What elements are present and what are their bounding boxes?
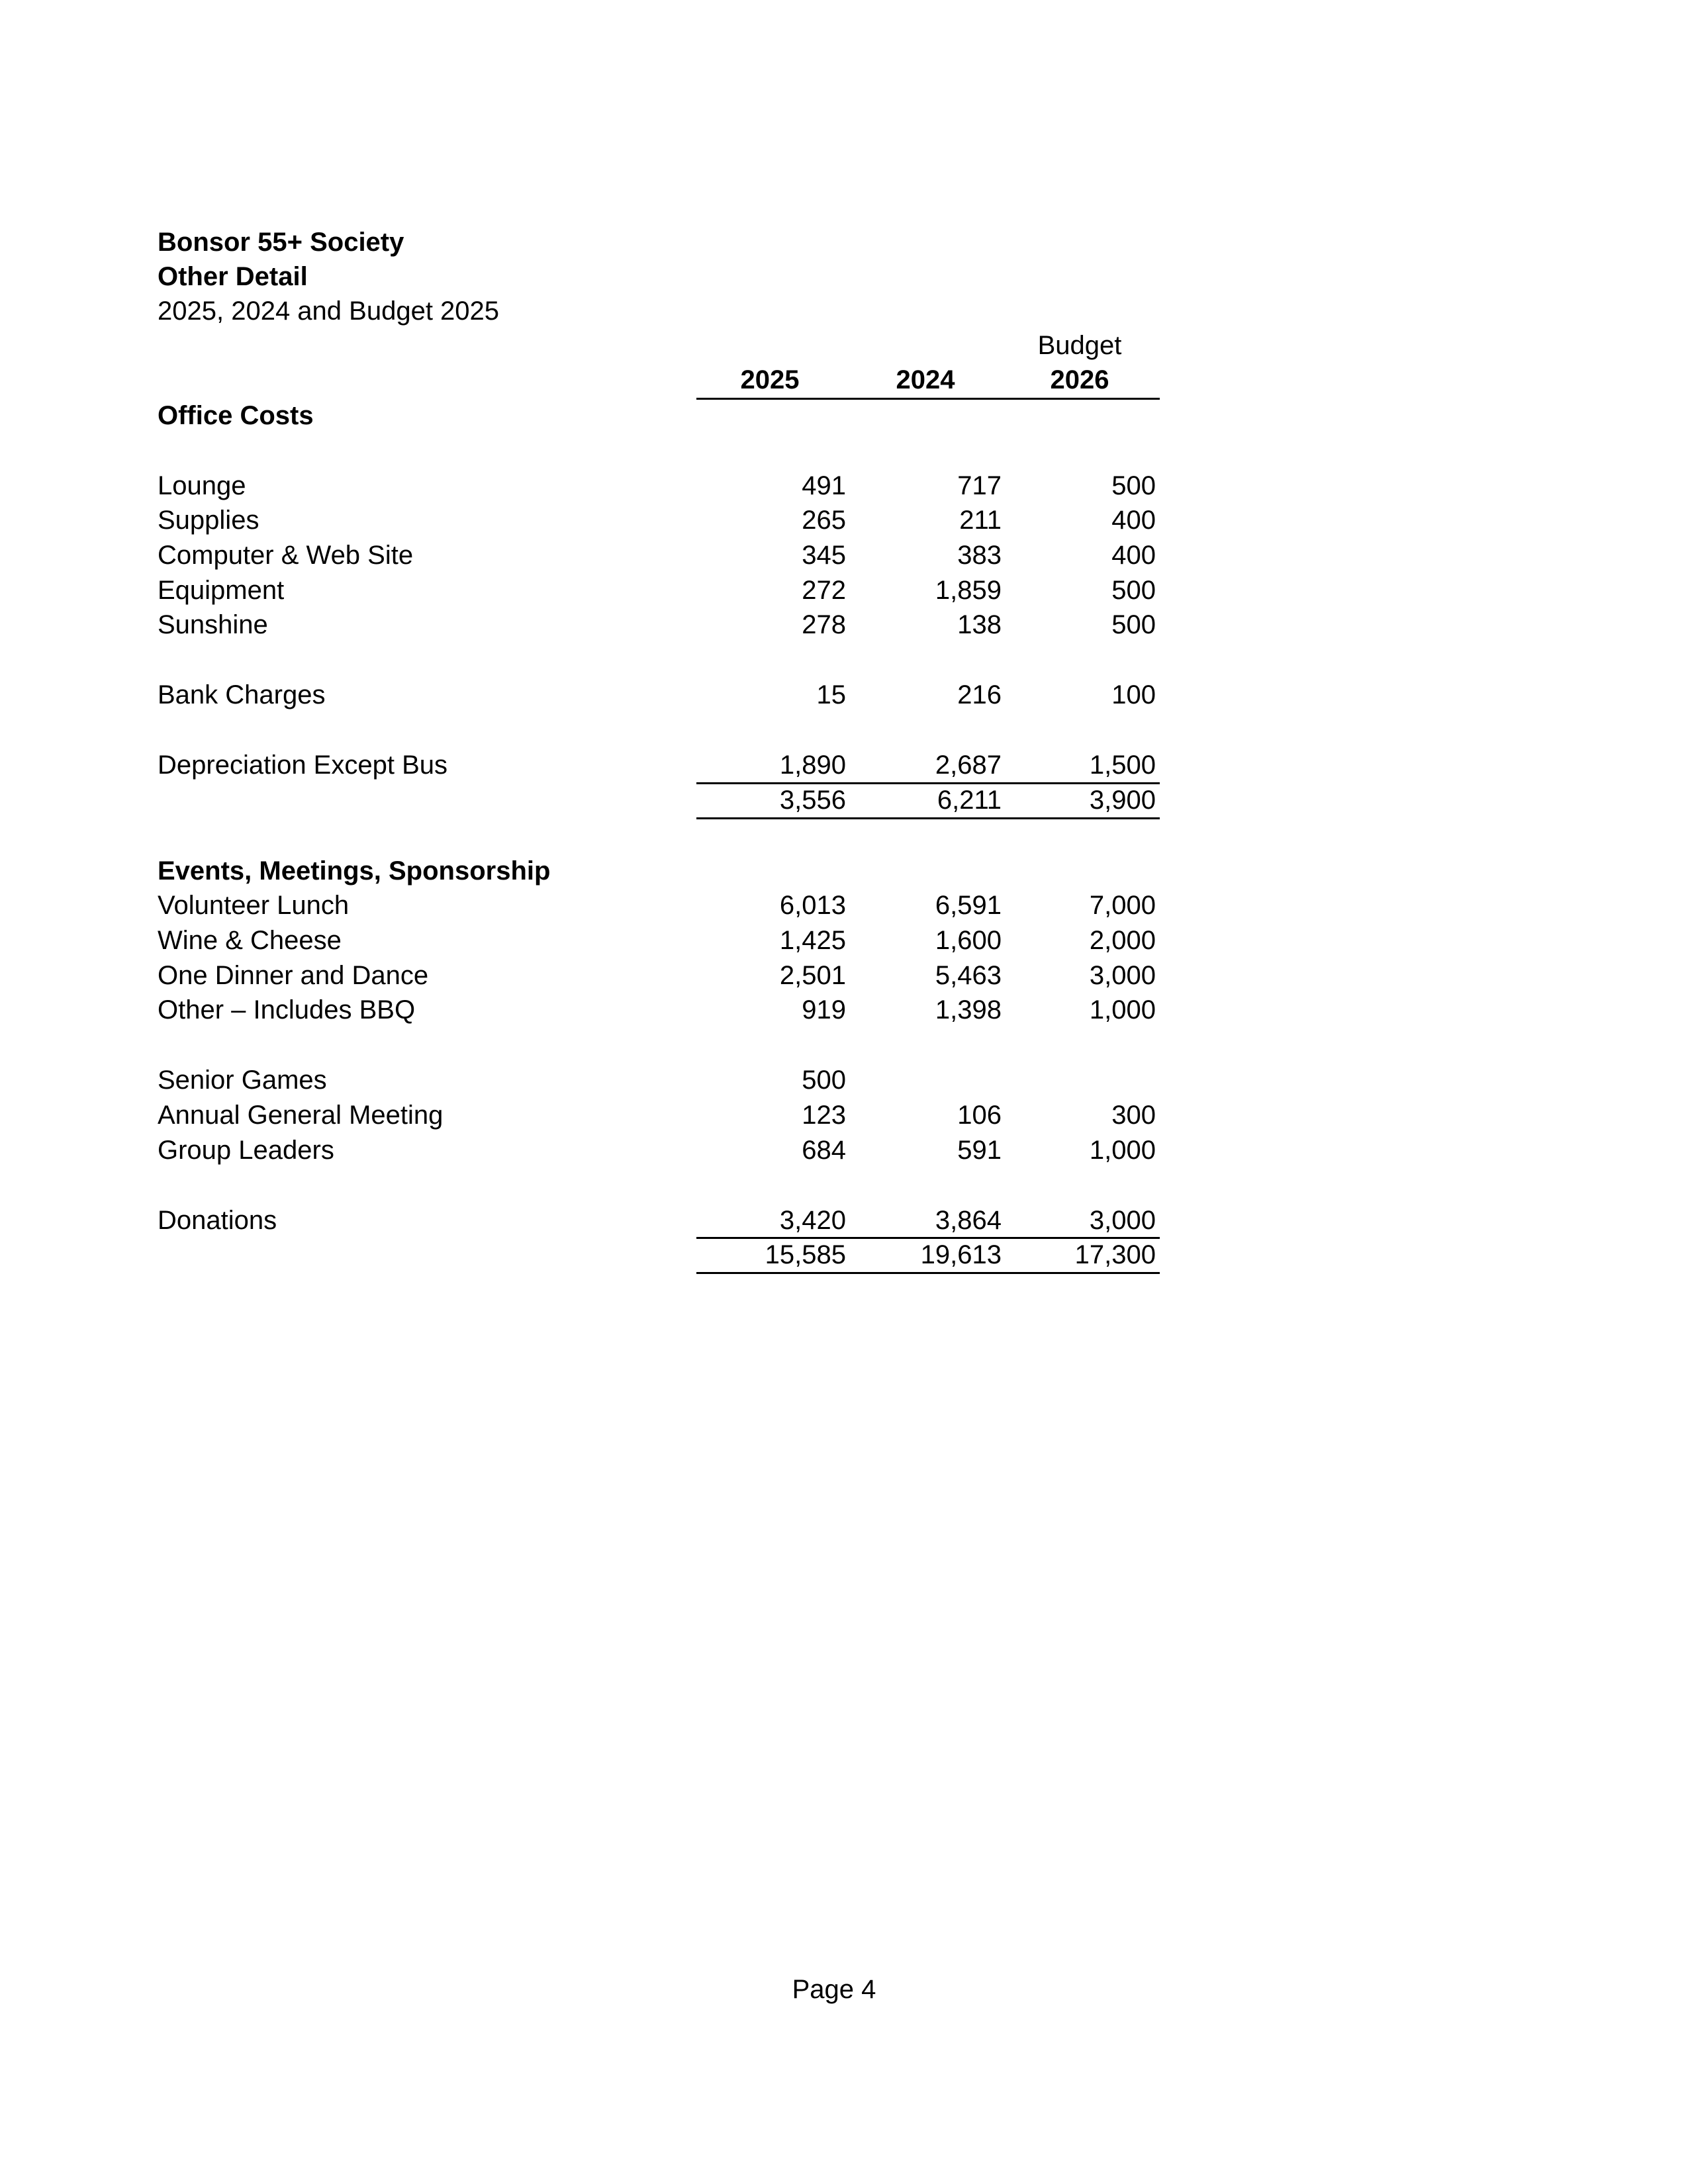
value-budget: 1,000 bbox=[1089, 1136, 1156, 1165]
value-budget: 400 bbox=[1111, 506, 1156, 535]
value-2025: 500 bbox=[802, 1066, 846, 1095]
row-label: Bank Charges bbox=[158, 680, 326, 709]
row-label: Senior Games bbox=[158, 1066, 327, 1095]
row-label: One Dinner and Dance bbox=[158, 961, 429, 990]
total-2025: 15,585 bbox=[765, 1240, 846, 1269]
value-2025: 15 bbox=[816, 680, 846, 709]
report-title: Other Detail bbox=[158, 262, 308, 291]
value-2024: 216 bbox=[957, 680, 1002, 709]
value-2024: 1,859 bbox=[935, 576, 1002, 605]
value-2025: 3,420 bbox=[779, 1206, 846, 1235]
value-2024: 6,591 bbox=[935, 891, 1002, 920]
value-budget: 3,000 bbox=[1089, 1206, 1156, 1235]
value-2025: 684 bbox=[802, 1136, 846, 1165]
row-label: Lounge bbox=[158, 471, 246, 500]
total-2024: 19,613 bbox=[920, 1240, 1002, 1269]
row-label: Group Leaders bbox=[158, 1136, 334, 1165]
row-label: Donations bbox=[158, 1206, 277, 1235]
value-2024: 383 bbox=[957, 541, 1002, 570]
value-budget: 7,000 bbox=[1089, 891, 1156, 920]
value-budget: 500 bbox=[1111, 610, 1156, 639]
value-2024: 1,600 bbox=[935, 926, 1002, 955]
row-label: Annual General Meeting bbox=[158, 1101, 444, 1130]
value-2025: 272 bbox=[802, 576, 846, 605]
row-label: Equipment bbox=[158, 576, 285, 605]
value-budget: 300 bbox=[1111, 1101, 1156, 1130]
row-label: Supplies bbox=[158, 506, 259, 535]
total-line bbox=[696, 817, 1160, 819]
value-budget: 1,500 bbox=[1089, 751, 1156, 780]
total-2024: 6,211 bbox=[937, 786, 1002, 815]
value-budget: 500 bbox=[1111, 471, 1156, 500]
header-underline bbox=[696, 398, 1160, 400]
column-header-2025: 2025 bbox=[740, 365, 800, 394]
value-2024: 138 bbox=[957, 610, 1002, 639]
value-budget: 2,000 bbox=[1089, 926, 1156, 955]
value-2025: 6,013 bbox=[779, 891, 846, 920]
value-2025: 345 bbox=[802, 541, 846, 570]
column-header-2024: 2024 bbox=[896, 365, 955, 394]
value-2024: 2,687 bbox=[935, 751, 1002, 780]
value-budget: 500 bbox=[1111, 576, 1156, 605]
value-2024: 591 bbox=[957, 1136, 1002, 1165]
value-budget: 3,000 bbox=[1089, 961, 1156, 990]
total-2025: 3,556 bbox=[779, 786, 846, 815]
row-label: Wine & Cheese bbox=[158, 926, 342, 955]
total-line bbox=[696, 1272, 1160, 1274]
value-2024: 106 bbox=[957, 1101, 1002, 1130]
value-2025: 1,890 bbox=[779, 751, 846, 780]
column-header-budget-2026: 2026 bbox=[1050, 365, 1109, 394]
value-2025: 919 bbox=[802, 995, 846, 1024]
total-budget: 17,300 bbox=[1074, 1240, 1156, 1269]
page-number: Page 4 bbox=[792, 1975, 876, 2004]
section-title-office-costs: Office Costs bbox=[158, 401, 314, 430]
value-2024: 5,463 bbox=[935, 961, 1002, 990]
total-budget: 3,900 bbox=[1089, 786, 1156, 815]
column-header-budget-label: Budget bbox=[1037, 331, 1122, 360]
row-label: Other – Includes BBQ bbox=[158, 995, 416, 1024]
row-label: Depreciation Except Bus bbox=[158, 751, 448, 780]
value-budget: 100 bbox=[1111, 680, 1156, 709]
value-2024: 3,864 bbox=[935, 1206, 1002, 1235]
row-label: Volunteer Lunch bbox=[158, 891, 350, 920]
value-2025: 278 bbox=[802, 610, 846, 639]
organization-name: Bonsor 55+ Society bbox=[158, 228, 404, 257]
row-label: Sunshine bbox=[158, 610, 268, 639]
value-2025: 491 bbox=[802, 471, 846, 500]
value-2024: 211 bbox=[959, 506, 1002, 535]
value-budget: 1,000 bbox=[1089, 995, 1156, 1024]
value-2025: 1,425 bbox=[779, 926, 846, 955]
value-2025: 265 bbox=[802, 506, 846, 535]
row-label: Computer & Web Site bbox=[158, 541, 414, 570]
value-2024: 1,398 bbox=[935, 995, 1002, 1024]
value-budget: 400 bbox=[1111, 541, 1156, 570]
section-title-events: Events, Meetings, Sponsorship bbox=[158, 856, 551, 886]
value-2025: 2,501 bbox=[779, 961, 846, 990]
value-2024: 717 bbox=[957, 471, 1002, 500]
value-2025: 123 bbox=[802, 1101, 846, 1130]
report-subtitle: 2025, 2024 and Budget 2025 bbox=[158, 296, 500, 326]
